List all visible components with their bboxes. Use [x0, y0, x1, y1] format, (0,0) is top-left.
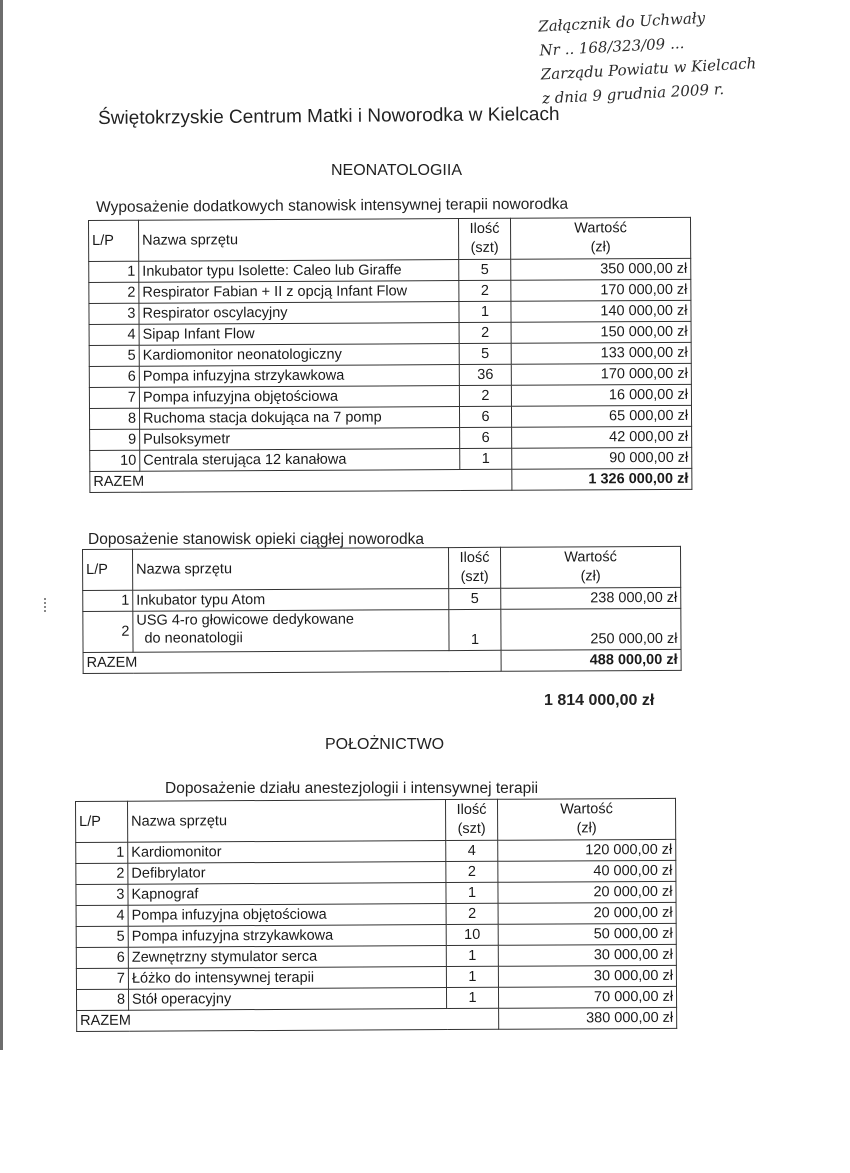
- total-value: 1 326 000,00 zł: [512, 468, 692, 490]
- row-lp: 8: [89, 408, 139, 429]
- total-row: [77, 1007, 677, 1031]
- row-lp: 1: [89, 261, 139, 282]
- row-name: Ruchoma stacja dokująca na 7 pomp: [139, 407, 459, 430]
- row-name: Sipap Infant Flow: [139, 323, 459, 346]
- row-value: 20 000,00 zł: [498, 902, 676, 924]
- header-value: [500, 546, 680, 588]
- row-lp: 5: [89, 345, 139, 366]
- header-value-line2: (zł): [580, 568, 601, 585]
- annotation-line: z dnia 9 grudnia 2009 r.: [541, 79, 725, 108]
- row-value: 30 000,00 zł: [498, 965, 676, 987]
- header-name: Nazwa sprzętu: [128, 800, 446, 843]
- row-qty: 5: [459, 343, 511, 364]
- row-name: Defibrylator: [128, 862, 446, 885]
- table-header-row: [76, 798, 676, 842]
- annotation-line: Nr .. 168/323/09 ...: [539, 33, 685, 60]
- row-value: 238 000,00 zł: [501, 587, 681, 609]
- total-row: [90, 468, 692, 492]
- row-qty: 2: [459, 322, 511, 343]
- header-qty: [448, 547, 500, 588]
- row-value: 140 000,00 zł: [511, 300, 691, 322]
- row-name: Kapnograf: [128, 883, 446, 906]
- row-value: 90 000,00 zł: [512, 447, 692, 469]
- row-name: Centrala sterująca 12 kanałowa: [140, 449, 460, 472]
- row-value: 170 000,00 zł: [511, 279, 691, 301]
- grand-total: 1 814 000,00 zł: [544, 692, 655, 709]
- row-qty: 1: [449, 609, 501, 650]
- header-qty: [445, 799, 497, 840]
- row-name: Respirator Fabian + II z opcją Infant Flow: [139, 281, 459, 304]
- row-name: Pompa infuzyjna strzykawkowa: [128, 925, 446, 948]
- annotation-line: Załącznik do Uchwały: [537, 8, 706, 36]
- table1: [88, 217, 692, 493]
- row-lp: 2: [76, 863, 128, 884]
- row-lp: 3: [76, 884, 128, 905]
- annotation-line: Zarządu Powiatu w Kielcach: [540, 54, 757, 84]
- row-value: 170 000,00 zł: [511, 363, 691, 385]
- total-row: [83, 649, 681, 673]
- row-lp: 4: [89, 324, 139, 345]
- row-value: 30 000,00 zł: [498, 944, 676, 966]
- row-qty: 6: [460, 427, 512, 448]
- total-label: RAZEM: [83, 650, 501, 673]
- row-name: Inkubator typu Isolette: Caleo lub Giraffe: [139, 260, 459, 283]
- row-name: [133, 610, 449, 653]
- table3-wrapper: [75, 798, 677, 1032]
- table-header-row: [83, 546, 681, 590]
- row-lp: 5: [76, 926, 128, 947]
- row-qty: 1: [446, 966, 498, 987]
- total-value: 380 000,00 zł: [499, 1007, 677, 1029]
- table3-caption: Doposażenie działu anestezjologii i intensywnej terapii: [165, 780, 539, 797]
- row-qty: 5: [449, 588, 501, 609]
- row-lp: 6: [89, 366, 139, 387]
- header-lp: L/P: [89, 220, 139, 261]
- row-lp: 2: [89, 282, 139, 303]
- row-qty: 2: [446, 903, 498, 924]
- table2-wrapper: [82, 546, 682, 674]
- row-value: 250 000,00 zł: [501, 608, 681, 650]
- table2: [82, 546, 682, 674]
- row-qty: 5: [459, 259, 511, 280]
- row-name: Łóżko do intensywnej terapii: [128, 967, 446, 990]
- document-title: Świętokrzyskie Centrum Matki i Noworodka w Kielcach: [98, 103, 560, 129]
- row-value: 20 000,00 zł: [498, 881, 676, 903]
- row-lp: 1: [83, 590, 133, 611]
- row-lp: 9: [90, 429, 140, 450]
- row-value: 350 000,00 zł: [511, 258, 691, 280]
- row-value: 16 000,00 zł: [511, 384, 691, 406]
- row-name: Inkubator typu Atom: [133, 589, 449, 612]
- header-value-line1: Wartość: [574, 220, 627, 237]
- header-name: Nazwa sprzętu: [133, 548, 449, 591]
- row-qty: 6: [459, 406, 511, 427]
- row-qty: 4: [446, 840, 498, 861]
- header-value-line1: Wartość: [560, 801, 613, 818]
- header-value: [510, 217, 690, 259]
- header-qty-line2: (szt): [457, 820, 486, 837]
- header-qty-line2: (szt): [460, 568, 489, 586]
- total-label: RAZEM: [90, 469, 512, 492]
- row-qty: 2: [459, 385, 511, 406]
- row-lp: 4: [76, 905, 128, 926]
- row-name-line1: USG 4-ro głowicowe dedykowane: [136, 611, 355, 629]
- row-value: 120 000,00 zł: [498, 839, 676, 861]
- row-qty: 2: [459, 280, 511, 301]
- header-value-line2: (zł): [590, 239, 611, 256]
- row-name-line2: do neonatologii: [144, 630, 243, 647]
- row-lp: 7: [89, 387, 139, 408]
- row-name: Pompa infuzyjna strzykawkowa: [139, 365, 459, 388]
- row-value: 40 000,00 zł: [498, 860, 676, 882]
- scan-mark: [44, 598, 49, 612]
- table-header-row: [89, 217, 691, 261]
- table-row: [83, 608, 681, 652]
- row-value: 70 000,00 zł: [498, 986, 676, 1008]
- table1-wrapper: [88, 217, 692, 493]
- row-qty: 1: [446, 987, 498, 1008]
- table1-caption: Wyposażenie dodatkowych stanowisk intensywnej terapii noworodka: [96, 195, 569, 216]
- row-value: 133 000,00 zł: [511, 342, 691, 364]
- header-value-line1: Wartość: [564, 549, 617, 566]
- row-lp: 7: [76, 968, 128, 989]
- header-value-line2: (zł): [576, 820, 597, 837]
- scan-edge: [0, 0, 3, 1050]
- row-name: Kardiomonitor: [128, 841, 446, 864]
- row-name: Stół operacyjny: [128, 988, 446, 1011]
- header-qty-line2: (szt): [470, 239, 499, 256]
- header-lp: L/P: [76, 801, 128, 842]
- table3: [75, 798, 677, 1032]
- header-lp: L/P: [83, 549, 133, 590]
- row-qty: 1: [446, 945, 498, 966]
- row-value: 65 000,00 zł: [511, 405, 691, 427]
- row-qty: 1: [460, 448, 512, 469]
- row-name: Pompa infuzyjna objętościowa: [139, 386, 459, 409]
- row-name: Pompa infuzyjna objętościowa: [128, 904, 446, 927]
- row-qty: 2: [446, 861, 498, 882]
- total-label: RAZEM: [77, 1008, 499, 1031]
- row-name: Pulsoksymetr: [140, 428, 460, 451]
- header-qty-line1: Ilość: [459, 549, 490, 567]
- header-qty-line1: Ilość: [469, 220, 500, 238]
- row-lp: 2: [83, 611, 133, 652]
- section-heading-neonatology: NEONATOLOGIIA: [331, 162, 462, 179]
- row-lp: 8: [76, 989, 128, 1010]
- row-value: 42 000,00 zł: [512, 426, 692, 448]
- row-name: Zewnętrzny stymulator serca: [128, 946, 446, 969]
- row-qty: 1: [459, 301, 511, 322]
- row-value: 50 000,00 zł: [498, 923, 676, 945]
- header-qty: [458, 218, 510, 259]
- row-qty: 10: [446, 924, 498, 945]
- section-heading-obstetrics: POŁOŻNICTWO: [325, 736, 445, 753]
- row-lp: 10: [90, 450, 140, 471]
- handwritten-annotation: [538, 2, 793, 111]
- row-name: Respirator oscylacyjny: [139, 302, 459, 325]
- row-name: Kardiomonitor neonatologiczny: [139, 344, 459, 367]
- row-lp: 3: [89, 303, 139, 324]
- header-qty-line1: Ilość: [456, 801, 487, 819]
- row-lp: 6: [76, 947, 128, 968]
- header-value: [497, 798, 675, 840]
- row-qty: 36: [459, 364, 511, 385]
- row-lp: 1: [76, 842, 128, 863]
- row-qty: 1: [446, 882, 498, 903]
- row-value: 150 000,00 zł: [511, 321, 691, 343]
- header-name: Nazwa sprzętu: [139, 219, 459, 262]
- table2-caption: Doposażenie stanowisk opieki ciągłej noworodka: [88, 531, 425, 548]
- total-value: 488 000,00 zł: [501, 649, 681, 671]
